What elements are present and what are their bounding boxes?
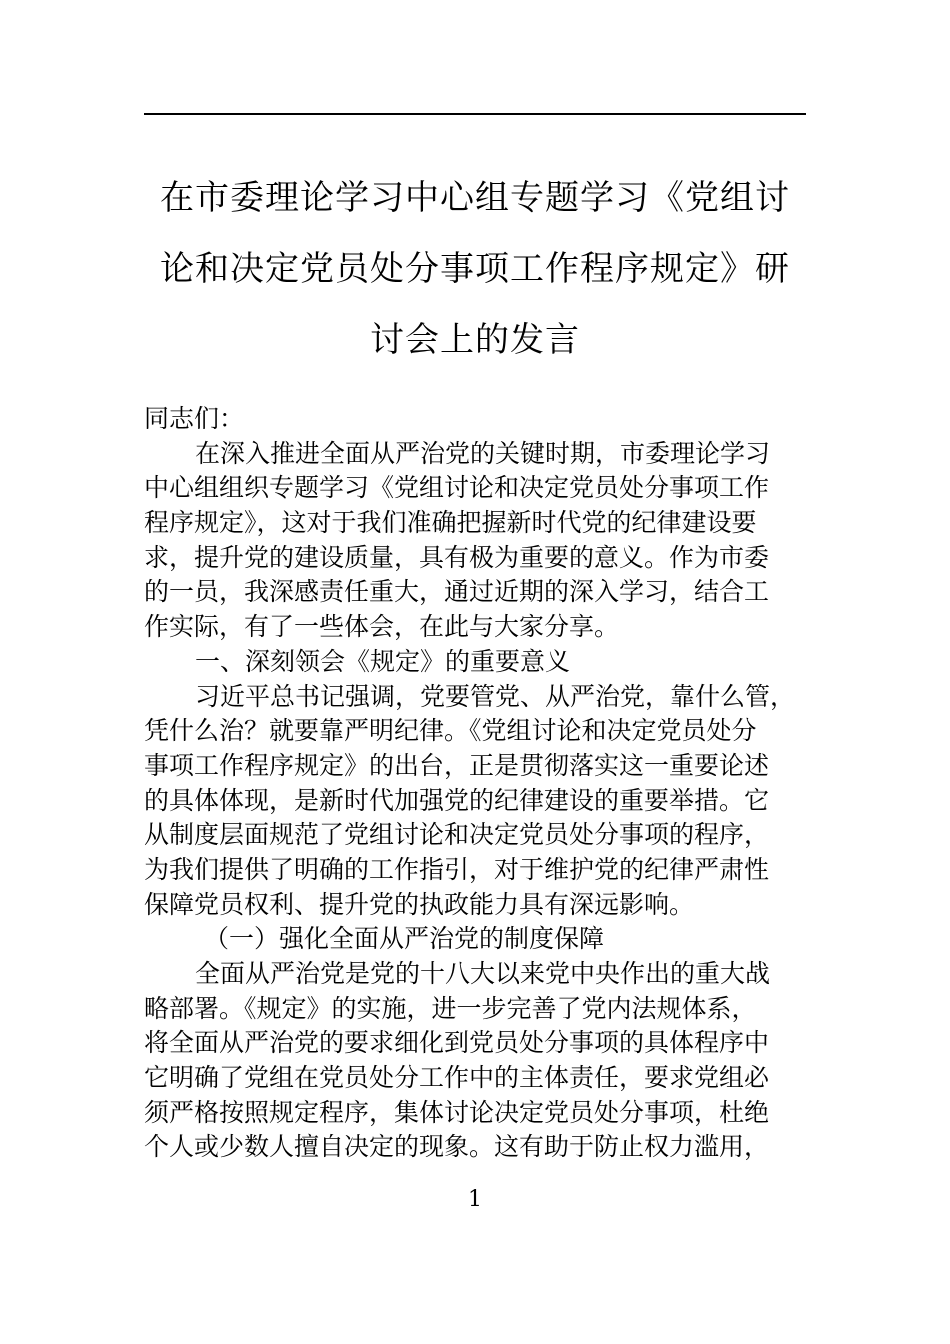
title-line-2: 论和决定党员处分事项工作程序规定》研	[160, 249, 790, 289]
subsection-heading: （一）强化全面从严治党的制度保障	[204, 924, 605, 954]
body-line: 从制度层面规范了党组讨论和决定党员处分事项的程序，	[144, 820, 770, 850]
body-line: 程序规定》，这对于我们准确把握新时代党的纪律建设要	[144, 508, 757, 538]
title-line-3: 讨会上的发言	[370, 320, 580, 360]
body-line: 个人或少数人擅自决定的现象。这有助于防止权力滥用，	[144, 1132, 770, 1162]
body-line: 中心组组织专题学习《党组讨论和决定党员处分事项工作	[144, 473, 770, 503]
body-line: 全面从严治党是党的十八大以来党中央作出的重大战	[195, 959, 771, 988]
body-line: 为我们提供了明确的工作指引，对于维护党的纪律严肃性	[144, 854, 770, 884]
body-line: 将全面从严治党的要求细化到党员处分事项的具体程序中	[144, 1028, 770, 1058]
body-line: 事项工作程序规定》的出台，正是贯彻落实这一重要论述	[144, 750, 770, 780]
body-line: 的具体体现，是新时代加强党的纪律建设的重要举措。它	[144, 785, 770, 815]
body-line: 保障党员权利、提升党的执政能力具有深远影响。	[144, 889, 695, 919]
body-line: 作实际，有了一些体会，在此与大家分享。	[144, 612, 620, 642]
document-body	[144, 402, 844, 1165]
body-line: 习近平总书记强调，党要管党、从严治党，靠什么管，	[195, 681, 796, 711]
body-line: 它明确了党组在党员处分工作中的主体责任，要求党组必	[144, 1063, 770, 1093]
body-line: 在深入推进全面从严治党的关键时期，市委理论学习	[195, 438, 771, 468]
body-line: 的一员，我深感责任重大，通过近期的深入学习，结合工	[144, 577, 770, 607]
header-rule	[144, 113, 806, 115]
body-line: 须严格按照规定程序，集体讨论决定党员处分事项，杜绝	[144, 1097, 770, 1127]
body-line: 求，提升党的建设质量，具有极为重要的意义。作为市委	[144, 542, 770, 572]
page-number: 1	[468, 1187, 482, 1212]
salutation: 同志们：	[144, 404, 245, 433]
document-title	[140, 163, 810, 376]
body-line: 略部署。《规定》的实施，进一步完善了党内法规体系，	[144, 993, 757, 1023]
body-line: 凭什么治？就要靠严明纪律。《党组讨论和决定党员处分	[144, 716, 757, 746]
title-line-1: 在市委理论学习中心组专题学习《党组讨	[160, 178, 790, 218]
section-heading: 一、深刻领会《规定》的重要意义	[195, 646, 571, 676]
